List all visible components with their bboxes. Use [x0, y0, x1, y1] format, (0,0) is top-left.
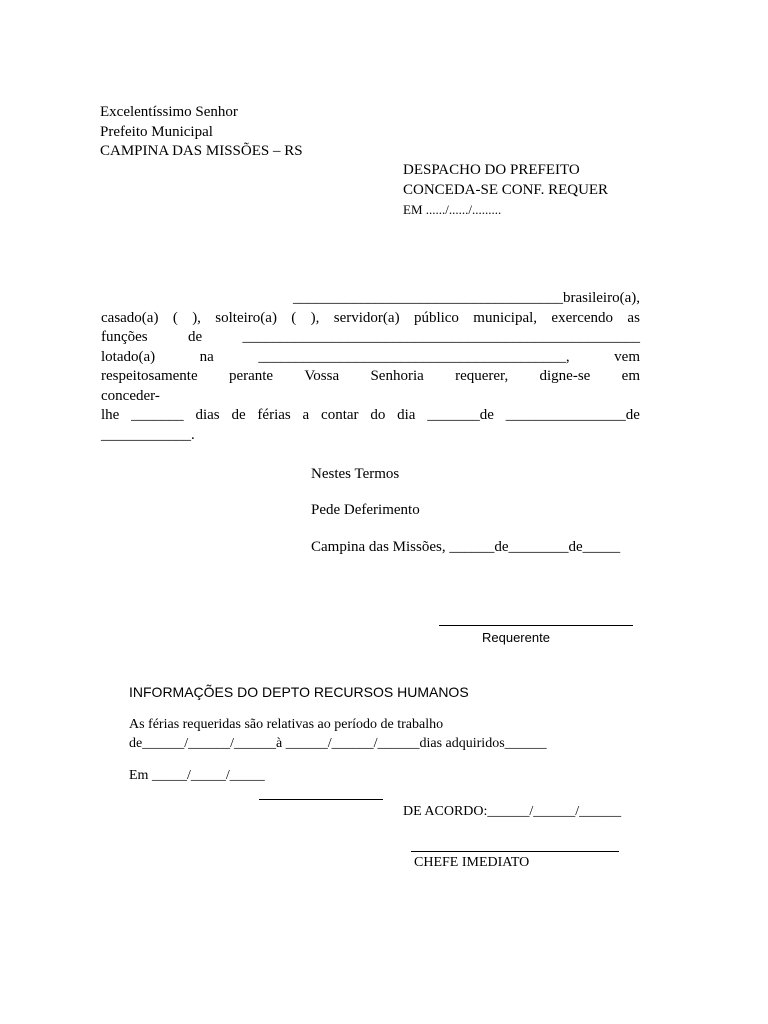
closing-place-date: Campina das Missões, ______de________de_____: [311, 539, 621, 555]
despacho-line-1: DESPACHO DO PREFEITO: [403, 162, 580, 178]
word: digne-se: [539, 368, 591, 384]
word: solteiro(a): [215, 310, 277, 326]
body-line-2: [101, 309, 640, 329]
signature-line: [439, 625, 633, 626]
word: Vossa: [304, 368, 340, 384]
word: contar: [321, 407, 359, 423]
word: respeitosamente: [101, 368, 198, 384]
addressee-line-1: Excelentíssimo Senhor: [100, 104, 238, 120]
signature-label: Requerente: [482, 630, 550, 645]
word: dia: [397, 407, 416, 423]
lotado-field: _________________________________________,: [258, 349, 570, 365]
body-line-8: [101, 426, 640, 446]
word: Senhoria: [370, 368, 424, 384]
checkbox-solteiro-open: (: [291, 310, 297, 326]
word: perante: [228, 368, 274, 384]
word: a: [302, 407, 310, 423]
word: na: [199, 349, 214, 365]
word: do: [370, 407, 386, 423]
rh-date-line: Em _____/_____/_____: [129, 768, 265, 783]
word: servidor(a): [333, 310, 400, 326]
checkbox-casado-close: ),: [192, 310, 201, 326]
start-year-field: ____________.: [101, 427, 195, 443]
word: em: [621, 368, 640, 384]
body-line-5: [101, 367, 640, 387]
body-line-4: [101, 348, 640, 368]
despacho-date-line: EM ....../....../.........: [403, 202, 502, 217]
dias-field: _______: [131, 407, 184, 423]
word: público: [413, 310, 459, 326]
word: conceder-: [101, 388, 160, 404]
addressee-line-2: Prefeito Municipal: [100, 123, 213, 140]
name-field-brasileiro: ____________________________________brasileiro(a),: [292, 290, 640, 306]
start-day-field: _______de: [427, 407, 494, 423]
chefe-imediato-label: CHEFE IMEDIATO: [414, 855, 530, 870]
word: casado(a): [101, 310, 159, 326]
checkbox-casado-open: (: [172, 310, 178, 326]
rh-period-text: As férias requeridas são relativas ao período de trabalho: [129, 717, 444, 732]
addressee-line-3: CAMPINA DAS MISSÕES – RS: [100, 143, 303, 159]
word: férias: [257, 407, 291, 423]
word: requerer,: [455, 368, 509, 384]
word: lhe: [101, 407, 120, 423]
closing-nestes-termos: Nestes Termos: [311, 466, 400, 482]
word: exercendo: [551, 310, 614, 326]
addressee-block: [100, 103, 303, 162]
despacho-block: [403, 161, 608, 219]
word: de: [231, 407, 246, 423]
closing-pede-deferimento: Pede Deferimento: [311, 502, 420, 518]
word: lotado(a): [101, 349, 156, 365]
chefe-signature-line: [411, 851, 619, 852]
word: de: [187, 329, 203, 345]
word: vem: [614, 349, 640, 365]
checkbox-solteiro-close: ),: [310, 310, 320, 326]
body-line-1: [101, 289, 640, 309]
rh-period-fields: de______/______/______à ______/______/______dias adquiridos______: [129, 736, 547, 751]
word: dias: [195, 407, 220, 423]
word: municipal,: [473, 310, 538, 326]
start-month-field: ________________de: [505, 407, 640, 423]
body-line-3: [101, 328, 640, 348]
rh-section-title: INFORMAÇÕES DO DEPTO RECURSOS HUMANOS: [129, 684, 469, 700]
de-acordo-line: DE ACORDO:______/______/______: [403, 804, 622, 819]
despacho-line-2: CONCEDA-SE CONF. REQUER: [403, 181, 609, 198]
word: funções: [101, 329, 148, 345]
funcoes-field: _____________________________________________________: [242, 329, 640, 345]
word: as: [627, 310, 640, 326]
body-line-6: [101, 387, 640, 407]
body-line-7: [101, 406, 640, 426]
rh-signature-line: [259, 799, 383, 800]
